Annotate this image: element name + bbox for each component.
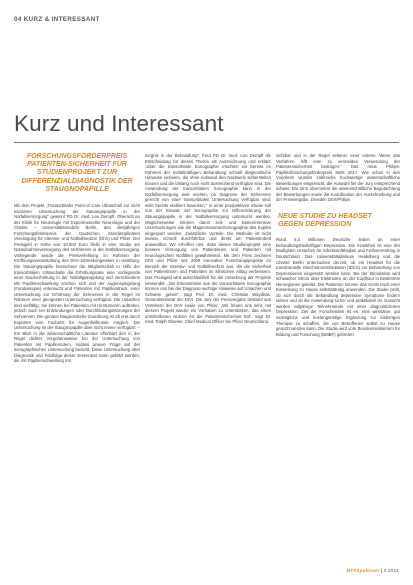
- article1-body-continued: sorgnis in der Behandlung“, freut PD Dr. med. Leo Dempfl die Entscheidung für dieses Thema als Auszeichnung und erklärt: „Über die transorbitale Sonographie möchten wir bereits im Rahmen der notfallmäßigen Behandlung schnell diagnostische Hinweise einholen, die ohne Aufwand den Nachweis sicherstellen können und die bislang noch nicht ausreichend verfügbar sind. Die Anwendung der transorbitalen Sonographie kann in der Notfallversorgung weit reichen, ob Diagnose der Sehnerven gerecht von einer transorbitalen Untersuchung verfügbar sind, wirkt bereits etabliert beweisen.“ In einer prospektiven Studie soll nun der Einsatz der Sonographie zur Differenzierung der Stauungspapille in der Notfallversorgung untersucht werden. Möglicherweise können damit zeit- und kostenintensive Untersuchungen wie die Magnetresonanztomographie des Kopfes eingespart werden. Zusätzliche Vorteile: Die Methode ist nicht invasiv, schnell durchführbar und direkt am Patientenbett anwendbar. Wir erhoffen uns, dass dieses Studienprojekt eine bessere Versorgung von Patientinnen und Patienten mit neurologischen Notfällen gewährleistet. Mit dem Preis zeichnen DIVI und Pfizer seit 2009 innovative Forschungsprojekte im Bereich der Intensiv- und Notfallmedizin aus, die die Sicherheit von Patientinnen und Patienten im klinischen Alltag verbessern. Das Preisgeld wird ausschließlich für die Umsetzung der Projekte verwendet. „Die Erkenntnisse aus der transorbitalen Sonographie können uns bei der Diagnose wichtige Hinweise auf Ursachen und Schwere geben“, sagt Prof. Dr. med. Christian Waydhas, Generalsekretär der DIVI. Die Jury der Preisvergabe bestand aus Vertretern der DIVI sowie von Pfizer. „Wir freuen uns sehr, mit diesem Projekt wieder ein Vorhaben zu unterstützen, das einen unmittelbaren Nutzen für die Patientensicherheit hat“, sagt Dr. med. Ralph Glaeser, Chief Medical Officer bei Pfizer Deutschland.: [145, 153, 271, 325]
- article1-headline: FORSCHUNGSFÖRDERPREIS PATIENTEN-SICHERHEIT FÜR STUDIENPROJEKT ZUR DIFFERENZIALDIAGNOSTIK DER STAUGNOPAPILLE: [21, 153, 133, 193]
- article1-body: Mit dem Projekt „Transorbitaler Point-of Care Ultraschall zur nicht invasiven Untersuchung der Stauungspapille in der Notfallversorgung“ gewinnt PD Dr. med. Leo Dempfl, Oberarzt an der Klinik für Neurologie mit Experimenteller Neurologie und der Charite – Universitätsmedizin Berlin, den diesjährigen Forschungsförderpreis der Deutschen Interdisziplinären Vereinigung für Intensiv- und Notfallmedizin (DIVI) und Pfizer. Der Preisgeld in Höhe von 10.000 Euro fließt in eine Studie am Notaufnahmeversorgung des Verfahrens in der Notfallversorgung. Vorliegende wurde die Preisverleihung im Rahmen der Eröffnungsveranstaltung des DIVI-Jahreskongresses in Hamburg. Die Stauungspapille bezeichnet die Mitgliedschaft in Hilfe der transorbitalen Ultraschalle die Erhöhungsrate eine Vorliegende einer Druckerhöhung in der Notfallgekopplung und verschiedene Mit Papillenschwellung zeichen sich und der Augenspiegelung (Funduskopie) untersucht und Patienten mit Papillendruck, einer Untersuchung zur Erhöhung der Sehnerven in der Regel im Rahmen einer geeigneten Untersuchung verfügbar. Die Ursachen sind vielfältig: Sie können bei Patienten mit Hirntumoren auftreten, jedoch auch bei Entzündungen oder Durchblutungsstörungen der Sehnerven. Die genaue Diagnostische Zuordnung ist oft erst durch Experten vom Facharzt für Augenheilkunde möglich. Die Untersuchung ist der Staugnopapille aber nicht immer verfügbar: – Ein Blick in die wissenschaftliche Literatur offenbart den in der Regel dichter Vorgehensweise bei der Untersuchung von Patienten mit Papillenödem, sodass unsere Frage auf der sonographischen Untersuchung bezieht. Diese Untersuchung über Diagnostik und Feldfolge dieser Erkenntnis kann geklärt werden, die mit Papillenschwellung mit.: [14, 203, 140, 364]
- footer-issue: 3.2021: [383, 568, 399, 573]
- footer-brand: MTA: [346, 568, 357, 573]
- page-section-label: 04 KURZ & INTERESSANT: [14, 16, 100, 23]
- column-3: [276, 153, 400, 553]
- article1-body-end: sichtbar und in der Regel seltener einer extrem. Wenn das Verfahren hilft eine zu vermeiden Verwendung der Patientensicherheit beitragen.“ Das neue Philips-Papillenforschungsförderpreis steht 2017. Wie schon in den Vorjahren wurden zahlreiche hochwertige wissenschaftliche Bewerbungen eingereicht, die Auswahl fiel der Jury entsprechend schwer. Die DIVI übernimmt die wissenschaftliche Begutachtung der Bewerbungen sowie die Koordination der Ausschreibung und der Preisvergabe. Dresden DIVI/Philips: [276, 153, 400, 203]
- footer-magazine: Spektrum: [356, 568, 380, 573]
- page-footer: [346, 568, 399, 573]
- footer-separator: |: [380, 568, 383, 573]
- page-title: Kurz und Interessant: [14, 111, 224, 136]
- article2-headline: NEUE STUDIE ZU HEADSET GEGEN DEPRESSION: [278, 212, 372, 229]
- page-header: [14, 8, 399, 23]
- article2-body: Rund 5,3 Millionen Deutsche leiden an einer behandlungsbedürftigen Depression. Die Krankheit ist eine der häufigsten Ursachen für Arbeitsunfähigkeit und Frühverrentung in Deutschland. Das Universitätsklinikum Heidelberg und die Charité Berlin untersuchen derzeit, ob ein Headset für die transkranielle Gleichstromstimulation (tDCS) zur Behandlung von Depressionen eingesetzt werden kann. Bei der Stimulation wird schwacher Strom über Elektroden an der Kopfhaut in bestimmte Hirnregionen geleitet. Die Patienten können das Gerät nach einer Einweisung zu Hause selbstständig anwenden. Die Studie prüft, ob sich durch die Behandlung depressive Symptome lindern lassen und ob die Anwendung sicher und praktikabel ist. Gesucht werden volljährige Teilnehmende mit einer diagnostizierten Depression. Ziel der Forschenden ist es, eine wirksame, gut verträgliche und kostengünstige Ergänzung zur bisherigen Therapie zu schaffen, die von Betroffenen selbst zu Hause genutzt werden kann. Die Studie wird vom Bundesministerium für Bildung und Forschung (BMBF) gefördert.: [276, 237, 400, 337]
- column-1: [14, 153, 140, 553]
- title-divider: [14, 142, 399, 143]
- column-2: [145, 153, 271, 553]
